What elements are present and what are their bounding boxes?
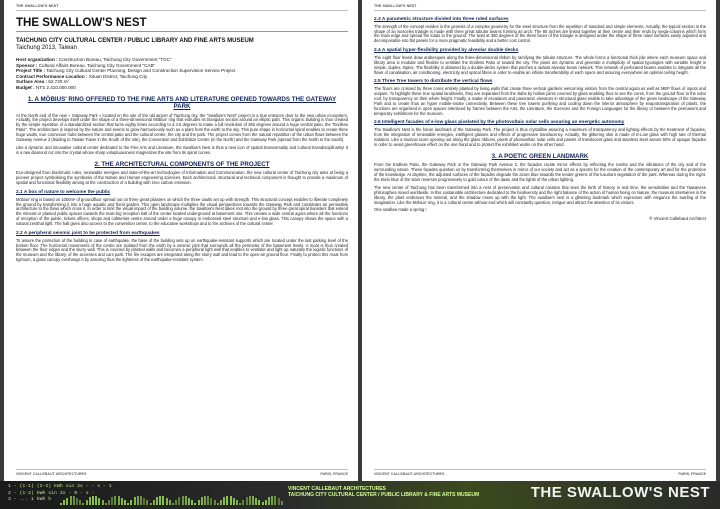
credit-line: Surface Area : 62.720 m² — [16, 79, 69, 85]
banner-bar — [236, 500, 238, 505]
page-footer — [374, 472, 706, 476]
banner-bar — [92, 496, 94, 505]
section-heading: 2. THE ARCHITECTURAL COMPONENTS OF THE PROJECT — [94, 160, 270, 168]
banner-bar — [105, 503, 107, 505]
credit-line: Sponsor : Cultural Affairs Bureau, Taichung City Government "CAB" — [16, 62, 156, 68]
paragraph: The eight floor levels draw arabesques along the three-dimensional ribbon by ramifying the tubular structure. The whole forms a functional thick pile where each museum space and library area is modular and flexible to ventilate the Endless Patio or toward the city. The plans are dynamic and generate a multiplicity of spatial typologies with variable height in simple, duplex, triplex. The flexibility is obtained by a double-decks system that pinches a radiant alveolar beam network. This network of perforated beams enables to integrate all the flows of canalisation, air conditioning, electricity and optical fibres in order to enable an infinite transferability of each space and assuring everywhere an optimal ceiling height. — [374, 54, 706, 75]
banner-bar — [86, 500, 88, 505]
banner-bar — [114, 496, 116, 505]
banner-bar — [66, 498, 68, 505]
banner-bar — [159, 496, 161, 505]
banner-bar — [233, 498, 235, 505]
header-divider — [374, 10, 706, 11]
banner-bar — [153, 500, 155, 505]
banner-bar — [89, 497, 91, 505]
footer-divider — [16, 469, 348, 470]
paragraph: Möbius' ring is based on 1000m² of groundfloor spread out on three great pilasters on which the three vaults set up with strength. This structural concept enables to liberate completely the ground by transforming it into a huge aquatic and floral garden. This open landscape multiplies the visual perspectives towards the Gateway Park and constitutes an permeable architecture to the flows which cross it. In order to limit the visual impact of the building volume, the Swallow's Nest takes root into the ground by three great spiral banisters that extend the mineral or planted public spaces towards the main big reception hall of the center located underground at basement one. This creates a wide central agora where all the functions of reception of the public, tickets offices, shops and cafeterias centre around under a huge canopy in embossed steel structure and e-low glass. This canopy shows the space with a natural zenithal light. The hall gives also access to the convention center, to the educative workshops and to the archives of the cultural center. — [16, 196, 348, 227]
banner-bar — [79, 500, 81, 505]
formula-line: 1 - (1-1) (2-2) kWh sin 2x - - x - 1 — [8, 484, 112, 489]
banner-bar — [242, 500, 244, 505]
formula-line: 3 - ... 1 kWh h — [8, 497, 52, 502]
banner-title: THE SWALLOW'S NEST — [530, 484, 710, 501]
banner-bar — [207, 496, 209, 505]
banner-bar — [185, 496, 187, 505]
banner-bar — [201, 497, 203, 505]
banner-bar — [255, 498, 257, 505]
banner-bar — [63, 500, 65, 505]
bottom-banner — [0, 481, 720, 509]
footer-left: VINCENT CALLEBAUT ARCHITECTURES — [374, 472, 445, 476]
document-subtitle: TAICHUNG CITY CULTURAL CENTER / PUBLIC LIBRARY AND FINE ARTS MUSEUM — [16, 38, 254, 44]
paragraph: Eco-designed from bioclimatic rules, renewable energies and state-of-the-art technologies of Information and Communication, the new cultural center of Taichung city aims at being a pioneer project symbolising the symbiosis of the Nature and Human engineering sciences. Each architectural, structural and technical component is thought to provide a maximum of spatial and functional flexibility aiming at the construction of a building with zero carbon emission. — [16, 170, 348, 186]
banner-bar — [102, 500, 104, 505]
right-page — [362, 0, 716, 481]
banner-bar — [191, 500, 193, 505]
banner-bar — [169, 500, 171, 505]
banner-bar — [127, 503, 129, 505]
banner-caption-line: TAICHUNG CITY CULTURAL CENTER / PUBLIC LIBRARY & FINE ARTS MUSEUM — [288, 492, 480, 498]
banner-bar — [95, 496, 97, 505]
banner-bar — [76, 498, 78, 505]
banner-bar — [108, 500, 110, 505]
banner-bar — [198, 500, 200, 505]
paragraph: At the North end of the new « Gateway Park » located on the site of the old airport of Taichung city, the "Swallow's Nest" project is a true entrance door to the new urban ecosystem. Actually, the project develops itself under the shape of a three-dimensional Möbius' ring that extrudes its triangular section around an elliptic path. This organic building is thus created by the simple repetition of a standardized section that turns eighty times according to a 4.5 degrees to make a full revolution of 360 degrees around a huge central patio, the "Endless Patio". The architecture is inspired by the nature and seems to grow harmoniously such as a plant from the earth to the sky. This pure shape in horizontal spiral enables to create three huge vaults, true connexion hubs between the central patio and the cultural centre, the city and the park. The project comes from the natural repartition of the urban flows between the Gateway Avenue 2 (leading to Taiwan Tower in the South of the site), the Convention and Exhibition Centre (in the North) and the Gateway Park (spread from the North to the South). — [16, 112, 348, 143]
banner-bar — [281, 501, 283, 506]
banner-bar — [134, 497, 136, 505]
banner-bar — [226, 496, 228, 505]
banner-bar — [271, 496, 273, 505]
banner-bar — [230, 496, 232, 505]
banner-bar — [274, 496, 276, 505]
banner-bar — [188, 498, 190, 505]
banner-bar — [262, 502, 264, 505]
paragraph: The new centre of Taichung has been transformed into a nest of preservation and cultural creation that sees the birth of history in real time, the sensitivities and the Taiwanese philosophies mixed worldwide. In this sustainable architecture dedicated to the biodiversity and the right balance of the action of human being on Nature, the museum intertwines in the library, the plant embraces the mineral, and the shadow mixes up with the light. The swallow's nest is a glittering landmark which expresses with elegance the swirling of the imagination. Like the Möbius' ring, it is a cultural centre without end which will constantly question, intrigue and attract the attention of its visitors. — [374, 184, 706, 205]
subsection-heading: 2.3 A parametric structure divided into three ruled surfaces — [374, 17, 509, 22]
banner-caption-line: VINCENT CALLEBAUT ARCHITECTURES — [288, 486, 386, 492]
banner-bar — [258, 500, 260, 505]
banner-bar — [98, 498, 100, 505]
banner-bar — [118, 496, 120, 505]
paragraph: Like a dynamic and innovative cultural center dedicated to the Fine Arts and Literature, the Swallow's Nest is thus a new icon of spatial transversality and cultural transdisciplinarity! It is a raw diamond cut into the crystal whose sharp voluptuousness magnetizes the site from its spiral curves. — [16, 145, 348, 155]
document-title: THE SWALLOW'S NEST — [16, 17, 348, 32]
page-header: THE SWALLOW'S NEST — [16, 4, 59, 8]
banner-bar — [111, 497, 113, 505]
banner-bar — [204, 496, 206, 505]
banner-bar — [162, 496, 164, 505]
signature: ® Vincent Callebaut Architect — [649, 216, 706, 222]
credit-line: Budget : NTS 2.410.000.000 — [16, 84, 76, 90]
banner-bar — [140, 496, 142, 505]
page-footer — [16, 472, 348, 476]
footer-right: PARIS, FRANCE — [320, 472, 348, 476]
banner-bar — [214, 500, 216, 505]
banner-bar — [278, 498, 280, 505]
banner-bar — [124, 500, 126, 505]
banner-bar — [60, 503, 62, 505]
section-heading: 1. A MÖBIUS' RING OFFERED TO THE FINE ARTS AND LITERATURE OPENED TOWARDS THE GATEWAY PARK — [27, 95, 337, 111]
banner-bar — [246, 497, 248, 505]
banner-bar — [252, 496, 254, 505]
banner-bar — [146, 500, 148, 505]
banner-bar — [130, 500, 132, 505]
banner-bar — [223, 497, 225, 505]
footer-divider — [374, 469, 706, 470]
banner-bar — [172, 503, 174, 505]
section-heading: 3. A POETIC GREEN LANDMARK — [491, 152, 589, 160]
paragraph: The strength of the concept resides in the genesis of a complex geometry for the steel structure from the repetition of standard and simple elements. Actually, the typical section in the shape of an isosceles triangle is made with three great tubular beams forming an arch. The 80 arches are linked together at their centre and their ends by mega-columns which form the main edge and spread the loads to the ground. The twist at 360 degrees of the three faces of the triangle is designed under the shape of three ruled surfaces easily adjusted and decomposable into flat panels for a more pragmatic feasibility and a better cost control. — [374, 23, 706, 44]
subsection-heading: 2.4 A spatial hyper-flexibility provided by alveolar double decks — [374, 48, 519, 54]
credit-line: Host organization : Construction Bureau, Taichung City Government "TGC" — [16, 57, 172, 62]
banner-bar — [166, 498, 168, 505]
document-date: Taichung 2013, Taiwan — [16, 45, 77, 51]
credit-line: Contract Performance Location : Xituan District, Taichung City — [16, 73, 148, 79]
banner-bar — [175, 500, 177, 505]
subsection-heading: 2.1 A box of nature to welcome the public — [16, 190, 111, 196]
paragraph: The floors are crossed by three cores entirely planted by living walls that create three vertical gardens welcoming visitors from the central agora as well as MEP flows of inputs and outputs. To highlight these true spatial landmarks, they are separated from the slabs by hollow joints covered by glass enabling thus to see the cores, from the ground floor to the solar roof, by transparency on their whole height. Finally, a snake of escalators and panoramic elevators in structural glass enable to take advantage of the green landscape of the Gateway Park and to create thus an hyper mobile-innate connectivity. Between these tree towers purifying and cooling down the interior atmosphere by evapotranspiration of plants, the functions are organised in open spaces interlaced by frames between the Arts, the Literature, the Sciences and the Foreign Languages for the library or between the permanent and temporary exhibitions for the museum. — [374, 86, 706, 116]
banner-bar — [217, 503, 219, 505]
header-divider — [16, 10, 348, 11]
paragraph: From the Endless Patio, the Gateway Park or the Gateway Park Avenue 2, the facades create mirror effects by reflecting the rustles and the vibrations of the city and of the surrounding nature. These façades question us by transforming themselves in mirror of our society and act as a spectre for the creation of the contemporary art and for the protection of the knowledge. At daytime, the adjusted surfaces of the façades degrade the azure blue towards the tender greens of the luxuriant vegetation of the park. Whereas during the night, the Klein blue of the stars reverses progressively to gold colour of the dawn and the lights of the urban lighting. — [374, 162, 706, 182]
banner-bar — [249, 496, 251, 505]
banner-bar — [194, 503, 196, 505]
paragraph: The Swallow's Nest is the future landmark of the Gateway Park. The project is thus crystalline assuring a maximum of transparency and lighting effects by the treatment of façades, from the integration of renewable energies, intelligent glasses and effects of progressive translucency. Actually, the glittering skin is made of E-Low glass with high rate of thermal isolation. Like a musical score opening out along the glass ribbons, pixels of photovoltaic solar cells and panels of translucent glass and stainless steel assure 50% of opaque façades in order to avoid greenhouse effect on the one hand and to protect the exhibited works on the other hand. — [374, 127, 706, 147]
banner-bar — [210, 498, 212, 505]
banner-bar — [137, 496, 139, 505]
banner-bar — [143, 498, 145, 505]
banner-bar — [70, 496, 72, 505]
banner-bar — [73, 496, 75, 505]
subsection-heading: 2.2 A peripheral seismic joint to be protected from earthquakes — [16, 231, 160, 237]
banner-bar — [178, 497, 180, 505]
footer-left: VINCENT CALLEBAUT ARCHITECTURES — [16, 472, 87, 476]
banner-bar — [121, 498, 123, 505]
banner-caption — [288, 486, 479, 498]
banner-bar — [82, 503, 84, 505]
credit-line: Project Title : Taichung City Cultural Center Planning, Design and Construction Supervision Service Project — [16, 68, 236, 74]
paragraph: One swallow made a spring ! — [374, 207, 427, 213]
footer-right: PARIS, FRANCE — [678, 472, 706, 476]
banner-bar — [268, 497, 270, 505]
banner-graphic — [60, 495, 290, 505]
subsection-heading: 2.5 Three Tree towers to distribute the vertical flows — [374, 79, 493, 85]
banner-bar — [182, 496, 184, 505]
subsection-heading: 2.6 Intelligent facades of e-low glass pixelated by the photovoltaic solar cells assuring an energetic autonomy — [374, 120, 625, 126]
page-header: THE SWALLOW'S NEST — [374, 4, 417, 8]
banner-bar — [156, 497, 158, 505]
banner-bar — [220, 500, 222, 505]
formula-line: 2 - (1-2) kWh sin 2x - 0 - x - — [8, 490, 95, 496]
left-page — [4, 0, 358, 481]
banner-bar — [265, 500, 267, 506]
banner-bar — [239, 503, 241, 505]
project-credits — [16, 57, 348, 91]
banner-bar — [150, 503, 152, 505]
paragraph: To assure the protection of the building in case of earthquake, the base of the building sets up on earthquake-resistant supports which are located under the last parking level of the bottom floor. The horizontal movements of the centre are isolated from the earth by a seismic joint that surrounds all the perimeter of the basement levels. A moat is thus created between the floor edges and the slurry wall. This is covered by planted walls and becomes a peripheral light well that enables to ventilate and light up naturally the logistic functions of the museum and the library, of the accesses and cars park. The fire escapes are integrated along the slurry wall and lead to the open-air ground floor. Finally to protect this moat from typhoon, a glass canopy overhangs it by assuring thus the lightness of the earthquake-resistant system. — [16, 237, 348, 263]
